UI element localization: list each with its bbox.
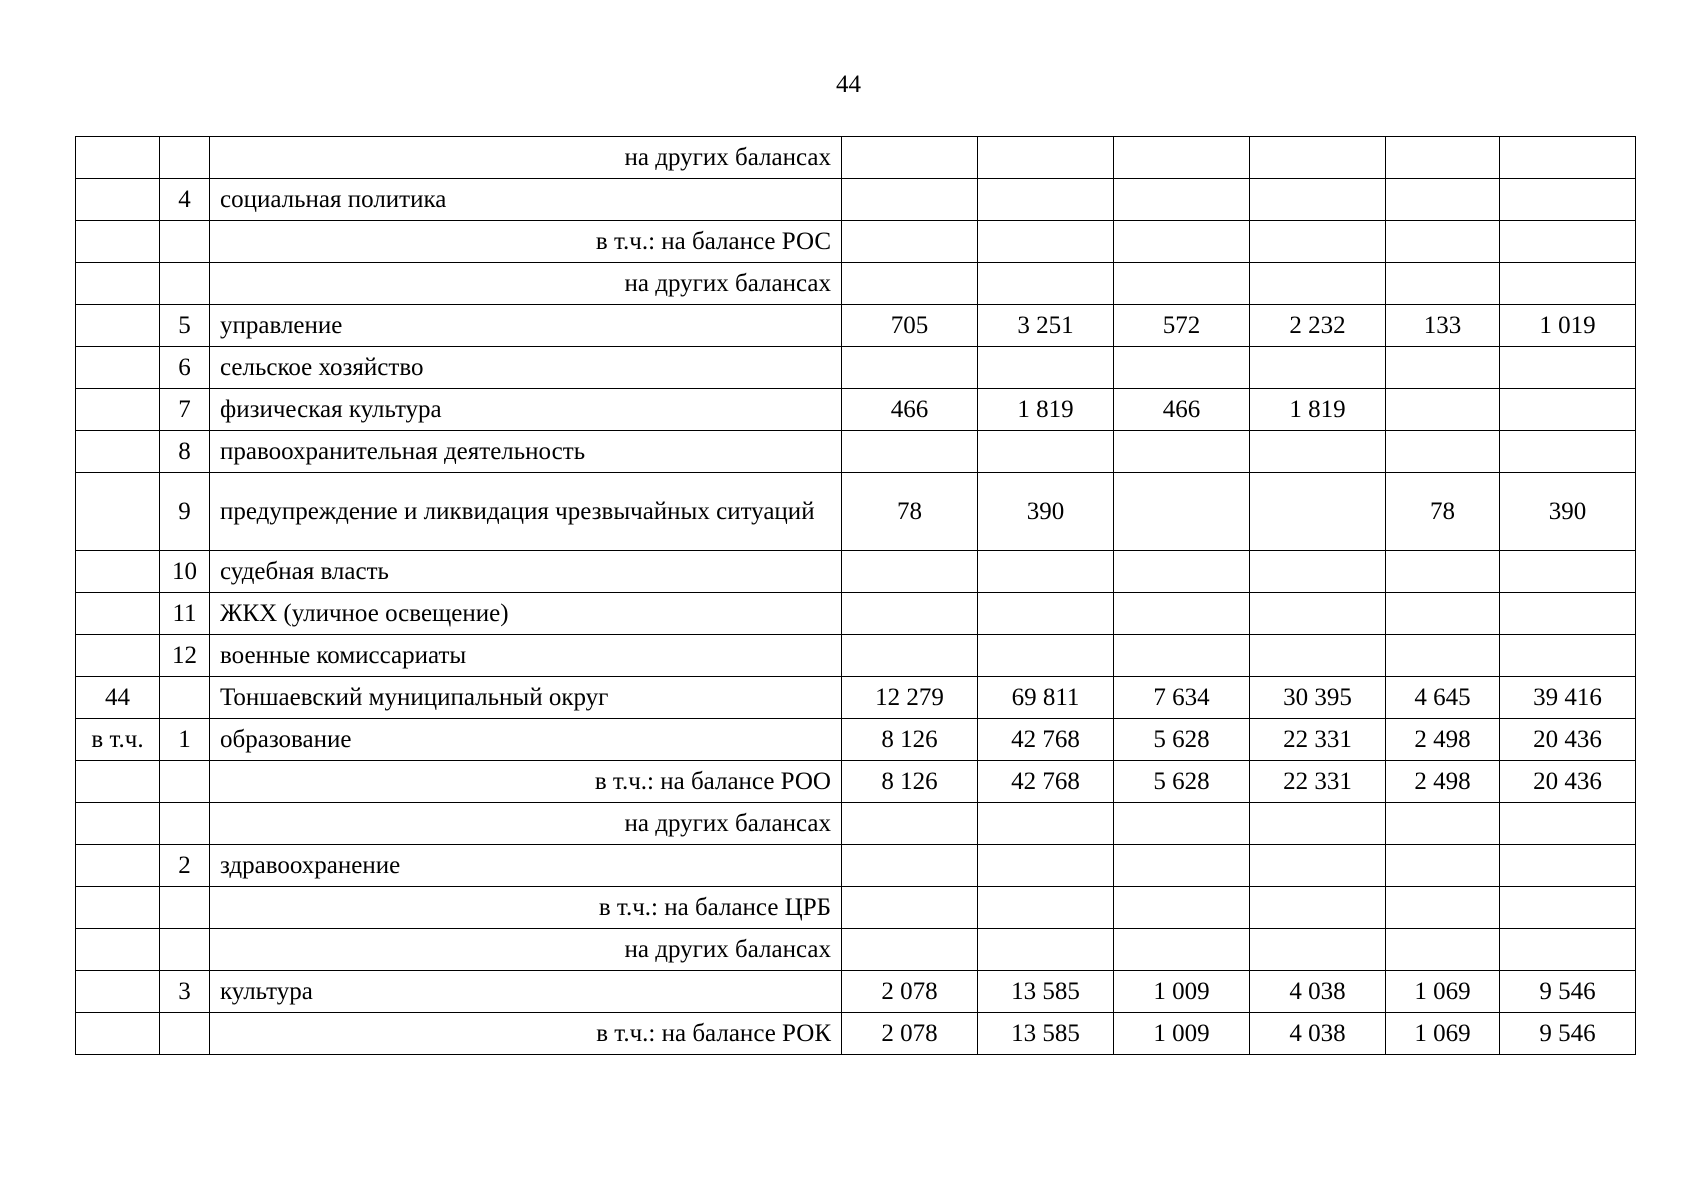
row-name-cell: культура — [210, 971, 842, 1013]
row-code-cell — [76, 137, 160, 179]
value-cell-col-2: 390 — [978, 473, 1114, 551]
value-cell-col-3 — [1114, 803, 1250, 845]
row-code-cell — [76, 263, 160, 305]
budget-table — [75, 136, 1636, 1055]
value-cell-col-2 — [978, 221, 1114, 263]
value-cell-col-1 — [842, 221, 978, 263]
row-code-cell — [76, 551, 160, 593]
row-name-cell: ЖКХ (уличное освещение) — [210, 593, 842, 635]
value-cell-col-1 — [842, 593, 978, 635]
value-cell-col-4: 1 819 — [1250, 389, 1386, 431]
table-row — [76, 719, 1636, 761]
row-name-cell: судебная власть — [210, 551, 842, 593]
row-name-cell: правоохранительная деятельность — [210, 431, 842, 473]
value-cell-col-6 — [1500, 137, 1636, 179]
row-number-cell — [160, 677, 210, 719]
value-cell-col-3 — [1114, 179, 1250, 221]
value-cell-col-4 — [1250, 929, 1386, 971]
table-row — [76, 551, 1636, 593]
value-cell-col-5: 2 498 — [1386, 761, 1500, 803]
value-cell-col-1 — [842, 137, 978, 179]
row-name-cell: физическая культура — [210, 389, 842, 431]
value-cell-col-3: 1 009 — [1114, 1013, 1250, 1055]
row-code-cell — [76, 305, 160, 347]
value-cell-col-6 — [1500, 221, 1636, 263]
row-code-cell — [76, 221, 160, 263]
value-cell-col-2: 13 585 — [978, 1013, 1114, 1055]
value-cell-col-2: 13 585 — [978, 971, 1114, 1013]
row-number-cell: 7 — [160, 389, 210, 431]
value-cell-col-6 — [1500, 887, 1636, 929]
value-cell-col-6: 20 436 — [1500, 761, 1636, 803]
row-code-cell: в т.ч. — [76, 719, 160, 761]
value-cell-col-5: 1 069 — [1386, 971, 1500, 1013]
value-cell-col-1 — [842, 845, 978, 887]
value-cell-col-6 — [1500, 551, 1636, 593]
value-cell-col-4 — [1250, 179, 1386, 221]
value-cell-col-4 — [1250, 845, 1386, 887]
value-cell-col-6: 20 436 — [1500, 719, 1636, 761]
value-cell-col-1: 2 078 — [842, 1013, 978, 1055]
value-cell-col-4 — [1250, 431, 1386, 473]
value-cell-col-5 — [1386, 635, 1500, 677]
value-cell-col-4: 2 232 — [1250, 305, 1386, 347]
value-cell-col-2 — [978, 347, 1114, 389]
value-cell-col-6 — [1500, 803, 1636, 845]
value-cell-col-5 — [1386, 887, 1500, 929]
value-cell-col-4 — [1250, 347, 1386, 389]
value-cell-col-6 — [1500, 347, 1636, 389]
row-code-cell — [76, 179, 160, 221]
value-cell-col-1 — [842, 551, 978, 593]
value-cell-col-3 — [1114, 137, 1250, 179]
value-cell-col-2: 69 811 — [978, 677, 1114, 719]
value-cell-col-4: 30 395 — [1250, 677, 1386, 719]
table-row — [76, 761, 1636, 803]
value-cell-col-4 — [1250, 887, 1386, 929]
value-cell-col-4: 4 038 — [1250, 971, 1386, 1013]
value-cell-col-2 — [978, 803, 1114, 845]
value-cell-col-3: 7 634 — [1114, 677, 1250, 719]
table-row — [76, 473, 1636, 551]
row-code-cell — [76, 635, 160, 677]
value-cell-col-4 — [1250, 473, 1386, 551]
value-cell-col-5 — [1386, 551, 1500, 593]
row-number-cell: 12 — [160, 635, 210, 677]
value-cell-col-4 — [1250, 221, 1386, 263]
value-cell-col-2 — [978, 137, 1114, 179]
value-cell-col-6 — [1500, 431, 1636, 473]
row-code-cell — [76, 1013, 160, 1055]
value-cell-col-3 — [1114, 221, 1250, 263]
value-cell-col-5 — [1386, 137, 1500, 179]
value-cell-col-6: 390 — [1500, 473, 1636, 551]
row-number-cell — [160, 887, 210, 929]
value-cell-col-6: 9 546 — [1500, 971, 1636, 1013]
row-number-cell — [160, 263, 210, 305]
row-code-cell — [76, 929, 160, 971]
value-cell-col-2 — [978, 845, 1114, 887]
value-cell-col-6: 39 416 — [1500, 677, 1636, 719]
value-cell-col-1: 12 279 — [842, 677, 978, 719]
value-cell-col-4: 22 331 — [1250, 761, 1386, 803]
row-name-cell: в т.ч.: на балансе РОК — [210, 1013, 842, 1055]
table-row — [76, 677, 1636, 719]
row-code-cell — [76, 887, 160, 929]
value-cell-col-1 — [842, 887, 978, 929]
value-cell-col-4 — [1250, 593, 1386, 635]
value-cell-col-3: 466 — [1114, 389, 1250, 431]
row-number-cell: 5 — [160, 305, 210, 347]
value-cell-col-5: 1 069 — [1386, 1013, 1500, 1055]
value-cell-col-5: 78 — [1386, 473, 1500, 551]
row-code-cell — [76, 389, 160, 431]
row-name-cell: в т.ч.: на балансе РОО — [210, 761, 842, 803]
value-cell-col-2: 3 251 — [978, 305, 1114, 347]
value-cell-col-2 — [978, 635, 1114, 677]
value-cell-col-2 — [978, 593, 1114, 635]
table-row — [76, 263, 1636, 305]
table-row — [76, 431, 1636, 473]
value-cell-col-5: 4 645 — [1386, 677, 1500, 719]
row-number-cell — [160, 929, 210, 971]
value-cell-col-2 — [978, 887, 1114, 929]
value-cell-col-2 — [978, 929, 1114, 971]
row-number-cell — [160, 221, 210, 263]
value-cell-col-6: 9 546 — [1500, 1013, 1636, 1055]
row-name-cell: в т.ч.: на балансе ЦРБ — [210, 887, 842, 929]
value-cell-col-2 — [978, 431, 1114, 473]
value-cell-col-1: 2 078 — [842, 971, 978, 1013]
value-cell-col-6 — [1500, 593, 1636, 635]
value-cell-col-2 — [978, 551, 1114, 593]
table-row — [76, 929, 1636, 971]
row-name-cell: образование — [210, 719, 842, 761]
value-cell-col-6 — [1500, 389, 1636, 431]
row-number-cell: 4 — [160, 179, 210, 221]
value-cell-col-5 — [1386, 263, 1500, 305]
row-number-cell — [160, 803, 210, 845]
value-cell-col-1 — [842, 347, 978, 389]
table-row — [76, 887, 1636, 929]
value-cell-col-3 — [1114, 473, 1250, 551]
page-number: 44 — [836, 71, 861, 98]
value-cell-col-3 — [1114, 551, 1250, 593]
value-cell-col-6 — [1500, 263, 1636, 305]
value-cell-col-3: 572 — [1114, 305, 1250, 347]
value-cell-col-5 — [1386, 389, 1500, 431]
row-name-cell: военные комиссариаты — [210, 635, 842, 677]
value-cell-col-3 — [1114, 593, 1250, 635]
value-cell-col-3: 5 628 — [1114, 719, 1250, 761]
value-cell-col-4 — [1250, 803, 1386, 845]
value-cell-col-5 — [1386, 845, 1500, 887]
value-cell-col-1: 466 — [842, 389, 978, 431]
value-cell-col-1: 8 126 — [842, 761, 978, 803]
value-cell-col-3: 1 009 — [1114, 971, 1250, 1013]
row-number-cell: 10 — [160, 551, 210, 593]
table-row — [76, 137, 1636, 179]
row-code-cell — [76, 845, 160, 887]
value-cell-col-5 — [1386, 221, 1500, 263]
row-number-cell — [160, 1013, 210, 1055]
table-row — [76, 803, 1636, 845]
value-cell-col-5 — [1386, 431, 1500, 473]
value-cell-col-6 — [1500, 845, 1636, 887]
row-name-cell: в т.ч.: на балансе РОС — [210, 221, 842, 263]
value-cell-col-1 — [842, 635, 978, 677]
value-cell-col-6: 1 019 — [1500, 305, 1636, 347]
row-code-cell — [76, 971, 160, 1013]
row-code-cell: 44 — [76, 677, 160, 719]
value-cell-col-6 — [1500, 929, 1636, 971]
table-row — [76, 971, 1636, 1013]
value-cell-col-2: 42 768 — [978, 719, 1114, 761]
row-code-cell — [76, 761, 160, 803]
row-number-cell — [160, 761, 210, 803]
value-cell-col-4 — [1250, 551, 1386, 593]
value-cell-col-5: 133 — [1386, 305, 1500, 347]
row-number-cell — [160, 137, 210, 179]
row-code-cell — [76, 803, 160, 845]
value-cell-col-4: 4 038 — [1250, 1013, 1386, 1055]
row-name-cell: социальная политика — [210, 179, 842, 221]
value-cell-col-3 — [1114, 347, 1250, 389]
row-name-cell: на других балансах — [210, 263, 842, 305]
row-number-cell: 3 — [160, 971, 210, 1013]
table-row — [76, 635, 1636, 677]
value-cell-col-4: 22 331 — [1250, 719, 1386, 761]
table-row — [76, 1013, 1636, 1055]
value-cell-col-2: 42 768 — [978, 761, 1114, 803]
value-cell-col-1 — [842, 803, 978, 845]
value-cell-col-6 — [1500, 635, 1636, 677]
value-cell-col-5 — [1386, 803, 1500, 845]
value-cell-col-5 — [1386, 179, 1500, 221]
value-cell-col-4 — [1250, 635, 1386, 677]
value-cell-col-2 — [978, 179, 1114, 221]
row-number-cell: 11 — [160, 593, 210, 635]
value-cell-col-3 — [1114, 431, 1250, 473]
value-cell-col-5: 2 498 — [1386, 719, 1500, 761]
row-number-cell: 8 — [160, 431, 210, 473]
value-cell-col-4 — [1250, 137, 1386, 179]
table-row — [76, 179, 1636, 221]
value-cell-col-1 — [842, 431, 978, 473]
row-name-cell: на других балансах — [210, 929, 842, 971]
value-cell-col-6 — [1500, 179, 1636, 221]
row-code-cell — [76, 431, 160, 473]
value-cell-col-3 — [1114, 635, 1250, 677]
table-row — [76, 347, 1636, 389]
value-cell-col-2: 1 819 — [978, 389, 1114, 431]
value-cell-col-3 — [1114, 845, 1250, 887]
table-row — [76, 593, 1636, 635]
row-number-cell: 2 — [160, 845, 210, 887]
table-row — [76, 845, 1636, 887]
value-cell-col-1 — [842, 929, 978, 971]
value-cell-col-2 — [978, 263, 1114, 305]
table-row — [76, 389, 1636, 431]
value-cell-col-5 — [1386, 929, 1500, 971]
table-row — [76, 305, 1636, 347]
value-cell-col-3 — [1114, 929, 1250, 971]
value-cell-col-5 — [1386, 593, 1500, 635]
value-cell-col-4 — [1250, 263, 1386, 305]
row-name-cell: управление — [210, 305, 842, 347]
table-row — [76, 221, 1636, 263]
row-code-cell — [76, 473, 160, 551]
value-cell-col-1: 8 126 — [842, 719, 978, 761]
row-name-cell: на других балансах — [210, 803, 842, 845]
value-cell-col-3: 5 628 — [1114, 761, 1250, 803]
value-cell-col-1 — [842, 179, 978, 221]
value-cell-col-1 — [842, 263, 978, 305]
value-cell-col-3 — [1114, 263, 1250, 305]
row-name-cell: предупреждение и ликвидация чрезвычайных ситуаций — [210, 473, 842, 551]
row-name-cell: Тоншаевский муниципальный округ — [210, 677, 842, 719]
row-number-cell: 6 — [160, 347, 210, 389]
row-number-cell: 9 — [160, 473, 210, 551]
row-number-cell: 1 — [160, 719, 210, 761]
value-cell-col-1: 78 — [842, 473, 978, 551]
row-code-cell — [76, 593, 160, 635]
value-cell-col-1: 705 — [842, 305, 978, 347]
row-name-cell: здравоохранение — [210, 845, 842, 887]
budget-table-body — [76, 137, 1636, 1055]
value-cell-col-3 — [1114, 887, 1250, 929]
value-cell-col-5 — [1386, 347, 1500, 389]
row-code-cell — [76, 347, 160, 389]
row-name-cell: сельское хозяйство — [210, 347, 842, 389]
row-name-cell: на других балансах — [210, 137, 842, 179]
